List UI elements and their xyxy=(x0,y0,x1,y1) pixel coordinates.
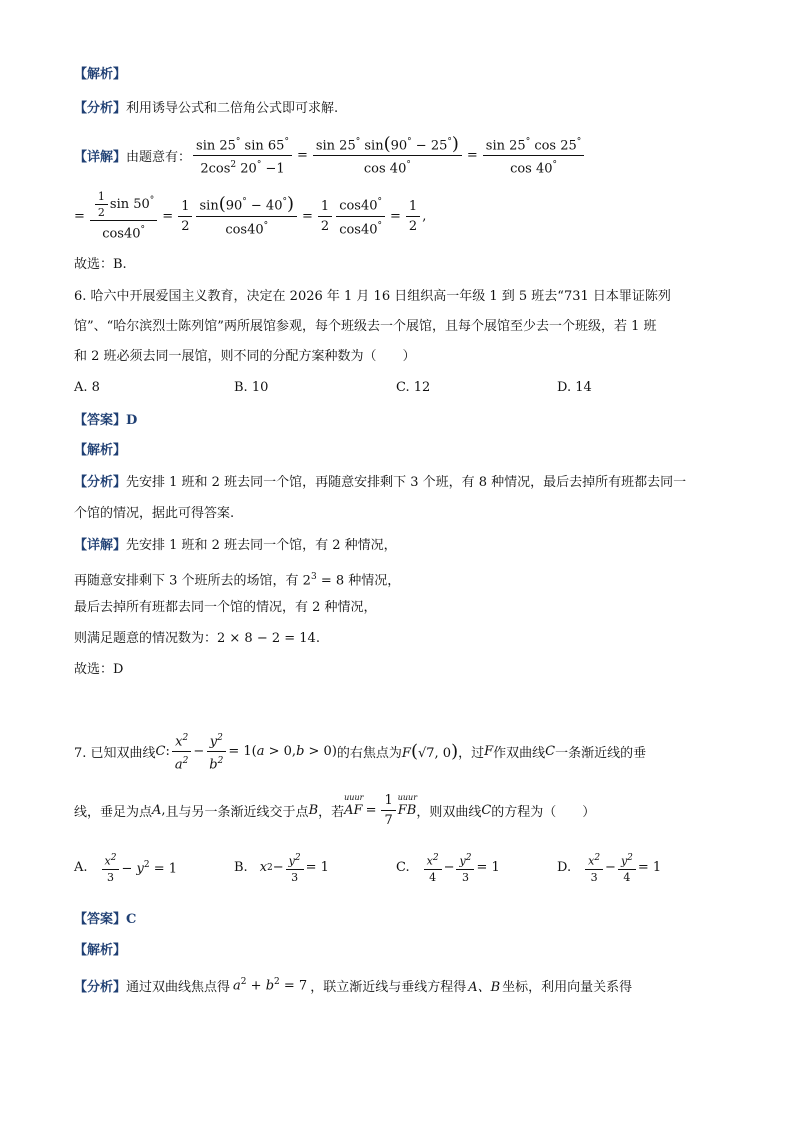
q6-line-2: 馆”、“哈尔滨烈士陈列馆”两所展馆参观，每个班级去一个展馆，且每个展馆至少去一个班级，若 1 班 xyxy=(74,319,657,334)
q6-option-a: A. 8 xyxy=(74,380,100,395)
fraction: $\frac{\sin 25^\circ \sin(90^\circ - 25^\circ)}{\cos 40^\circ}$ xyxy=(313,134,462,178)
q6-guxuan: 故选：D xyxy=(74,662,124,677)
fraction: $\frac{1}{2}$ sin 50° cos40° xyxy=(90,190,157,242)
xiangjie-label: 【详解】 xyxy=(74,150,127,166)
jiexi-label-5: 【解析】 xyxy=(74,67,127,82)
q7-text: 作双曲线 xyxy=(493,746,546,762)
xiangjie-text: 再随意安排剩下 3 个班所去的场馆，有 2 xyxy=(74,573,311,589)
q6-option-b: B. 10 xyxy=(234,380,269,395)
fraction: $\frac{1}{2}$ xyxy=(178,198,192,235)
q7-text: ，则双曲线 xyxy=(416,805,482,820)
option-label: D. xyxy=(557,860,572,876)
q6-line-3: 和 2 班必须去同一展馆，则不同的分配方案种数为（ ） xyxy=(74,349,416,364)
fraction: $\frac{1}{2}$ xyxy=(406,198,420,235)
fraction: $\frac{y^2}{3}$ xyxy=(456,852,474,884)
q6-line-1: 6. 哈六中开展爱国主义教育，决定在 2026 年 1 月 16 日组织高一年级 1 到 5 班去“731 日本罪证陈列 xyxy=(74,289,671,304)
guxuan-5: 故选：B. xyxy=(74,257,127,272)
q7-line-2: 线，垂足为点 A , 且与另一条渐近线交于点 B ，若 AF uuur = $\frac{1}{7}$ FB uuur ，则双曲线 C 的方程为（ ） xyxy=(74,793,596,828)
q6-option-d: D. 14 xyxy=(557,380,592,395)
fraction: $\frac{1}{2}$ xyxy=(318,198,332,235)
fraction: $\frac{x^2}{4}$ xyxy=(424,852,442,884)
fenxi-text: ，联立渐近线与垂线方程得 xyxy=(310,980,467,995)
xiangjie-text: = 8 种情况， xyxy=(316,573,401,589)
q7-text: 的右焦点为 xyxy=(336,746,402,762)
xiangjie-text: 先安排 1 班和 2 班去同一个馆，有 2 种情况， xyxy=(126,538,397,553)
fraction: $\frac{\cos 40^\circ}{\cos 40^\circ}$ xyxy=(336,194,385,238)
q7-jiexi: 【解析】 xyxy=(74,943,127,958)
q7-text: 且与另一条渐近线交于点 xyxy=(165,805,309,820)
q6-xiangjie-line-3: 最后去掉所有班都去同一个馆的情况，有 2 种情况， xyxy=(74,600,377,615)
fenxi-text: 通过双曲线焦点得 xyxy=(126,980,231,995)
q7-fenxi-line: 【分析】 通过双曲线焦点得 $a^2 + b^2 = 7$ ，联立渐近线与垂线方程得 A、B 坐标，利用向量关系得 xyxy=(74,977,633,995)
q6-xiangjie-line-2 xyxy=(74,568,400,590)
q6-fenxi-line-1 xyxy=(74,474,686,492)
q7-text: 一条渐近线的垂 xyxy=(555,746,647,762)
q7-option-c: C. $\frac{x^2}{4}$ − $\frac{y^2}{3}$ = 1 xyxy=(396,853,500,884)
q6-xiangjie-line-4: 则满足题意的情况数为：2 × 8 − 2 = 14. xyxy=(74,631,320,646)
fraction: $\frac{y^2}{b^2}$ xyxy=(206,730,226,774)
q7-option-b: B. x 2 − $\frac{y^2}{3}$ = 1 xyxy=(234,853,329,884)
option-label: B. xyxy=(234,860,248,876)
q6-fenxi-line-2: 个馆的情况，据此可得答案. xyxy=(74,506,235,521)
q7-option-a: A. $\frac{x^2}{3}$ − $y^2 = 1$ xyxy=(74,853,178,884)
fenxi-label: 【分析】 xyxy=(74,475,127,490)
xiangjie-intro: 由题意有： xyxy=(126,150,192,166)
q7-text: 7. 已知双曲线 xyxy=(74,746,156,762)
math-var: C xyxy=(155,744,166,760)
fenxi-label: 【分析】 xyxy=(74,101,127,116)
q6-xiangjie-line-1 xyxy=(74,537,397,555)
xiangjie-equation-1: 【详解】 由题意有： $\frac{\sin 25^\circ \sin 65^\circ}{2\cos^2 20^\circ -1}$ = $\frac{\sin 25^\circ \sin(90^\circ - 25^\circ)}{\cos 40^\circ}$ = $\frac{\sin 25^\circ \cos 25^\circ}{\cos 40^\circ}$ xyxy=(74,134,586,178)
q7-answer: 【答案】C xyxy=(74,912,137,927)
q6-option-c: C. 12 xyxy=(396,380,431,395)
fraction: $\frac{\sin(90^\circ - 40^\circ)}{\cos 40^\circ}$ xyxy=(196,194,297,238)
fenxi-text: 先安排 1 班和 2 班去同一个馆，再随意安排剩下 3 个班，有 8 种情况，最后去掉所有班都去同一 xyxy=(126,475,687,490)
q7-text: 的方程为（ ） xyxy=(491,805,596,820)
fraction: $\frac{\sin 25^\circ \cos 25^\circ}{\cos 40^\circ}$ xyxy=(483,134,584,178)
q7-line-1: 7. 已知双曲线 C : $\frac{x^2}{a^2}$ − $\frac{y^2}{b^2}$ = 1(a > 0,b > 0) 的右焦点为 F(√7, 0) ，过 F 作双曲线 C 一条渐近线的垂 xyxy=(74,730,646,774)
fraction: $\frac{x^2}{a^2}$ xyxy=(172,730,192,774)
q7-text: ，过 xyxy=(458,746,485,762)
fraction: $\frac{y^2}{3}$ xyxy=(286,852,304,884)
fenxi-text: 利用诱导公式和二倍角公式即可求解. xyxy=(126,101,339,116)
fraction: $\frac{\sin 25^\circ \sin 65^\circ}{2\cos^2 20^\circ -1}$ xyxy=(193,134,292,178)
q6-answer: 【答案】D xyxy=(74,413,138,428)
q7-text: 线，垂足为点 xyxy=(74,805,153,820)
q6-jiexi: 【解析】 xyxy=(74,443,127,458)
exponent: 3 xyxy=(310,572,317,582)
fraction: $\frac{x^2}{3}$ xyxy=(102,852,120,884)
fraction: $\frac{1}{7}$ xyxy=(381,792,395,829)
option-label: A. xyxy=(74,860,88,876)
fraction: $\frac{x^2}{3}$ xyxy=(585,852,603,884)
fraction: $\frac{y^2}{4}$ xyxy=(618,852,636,884)
xiangjie-label: 【详解】 xyxy=(74,538,127,553)
q7-text: ，若 xyxy=(318,805,345,820)
q7-option-d: D. $\frac{x^2}{3}$ − $\frac{y^2}{4}$ = 1 xyxy=(557,853,662,884)
fenxi-text: 坐标，利用向量关系得 xyxy=(502,980,633,995)
fenxi-label: 【分析】 xyxy=(74,980,127,995)
fenxi-line-5 xyxy=(74,100,338,118)
option-label: C. xyxy=(396,860,410,876)
xiangjie-equation-2: = $\frac{1}{2}$ sin 50° cos40° = $\frac{1}{2}$ $\frac{\sin(90^\circ - 40^\circ)}{\cos 40^\circ}$ = $\frac{1}{2}$ $\frac{\cos 40^\circ}{\cos 40^\circ}$ = $\frac{1}{2}$ , xyxy=(74,190,427,242)
